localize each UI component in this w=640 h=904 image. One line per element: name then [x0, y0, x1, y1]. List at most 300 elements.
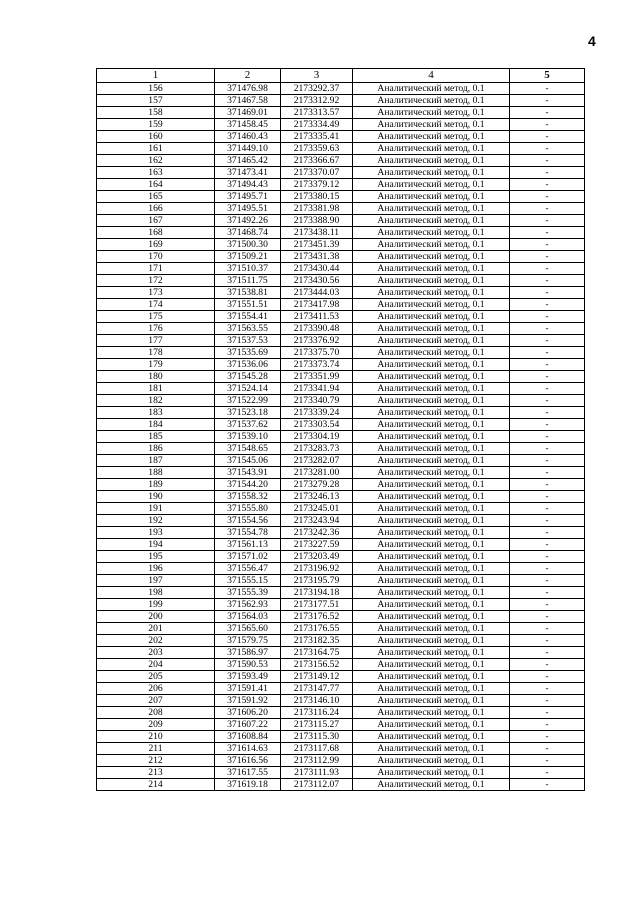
method-cell: Аналитический метод, 0.1 — [353, 755, 510, 767]
y-coordinate-cell: 2173444.03 — [281, 287, 353, 299]
y-coordinate-cell: 2173334.49 — [281, 119, 353, 131]
y-coordinate-cell: 2173112.99 — [281, 755, 353, 767]
note-cell: - — [510, 419, 585, 431]
table-row — [97, 347, 585, 359]
note-cell: - — [510, 479, 585, 491]
x-coordinate-cell: 371458.45 — [215, 119, 281, 131]
x-coordinate-cell: 371465.42 — [215, 155, 281, 167]
method-cell: Аналитический метод, 0.1 — [353, 95, 510, 107]
note-cell: - — [510, 95, 585, 107]
x-coordinate-cell: 371614.63 — [215, 743, 281, 755]
method-cell: Аналитический метод, 0.1 — [353, 299, 510, 311]
note-cell: - — [510, 647, 585, 659]
table-row — [97, 179, 585, 191]
table-row — [97, 659, 585, 671]
method-cell: Аналитический метод, 0.1 — [353, 239, 510, 251]
x-coordinate-cell: 371538.81 — [215, 287, 281, 299]
x-coordinate-cell: 371468.74 — [215, 227, 281, 239]
x-coordinate-cell: 371523.18 — [215, 407, 281, 419]
x-coordinate-cell: 371460.43 — [215, 131, 281, 143]
method-cell: Аналитический метод, 0.1 — [353, 479, 510, 491]
method-cell: Аналитический метод, 0.1 — [353, 683, 510, 695]
x-coordinate-cell: 371562.93 — [215, 599, 281, 611]
note-cell: - — [510, 407, 585, 419]
x-coordinate-cell: 371510.37 — [215, 263, 281, 275]
note-cell: - — [510, 323, 585, 335]
x-coordinate-cell: 371606.20 — [215, 707, 281, 719]
x-coordinate-cell: 371543.91 — [215, 467, 281, 479]
point-number-cell: 201 — [97, 623, 215, 635]
x-coordinate-cell: 371544.20 — [215, 479, 281, 491]
table-row — [97, 311, 585, 323]
y-coordinate-cell: 2173312.92 — [281, 95, 353, 107]
table-row — [97, 683, 585, 695]
x-coordinate-cell: 371591.92 — [215, 695, 281, 707]
note-cell: - — [510, 563, 585, 575]
point-number-cell: 161 — [97, 143, 215, 155]
point-number-cell: 194 — [97, 539, 215, 551]
x-coordinate-cell: 371555.39 — [215, 587, 281, 599]
table-row — [97, 779, 585, 791]
x-coordinate-cell: 371492.26 — [215, 215, 281, 227]
note-cell: - — [510, 755, 585, 767]
point-number-cell: 163 — [97, 167, 215, 179]
method-cell: Аналитический метод, 0.1 — [353, 215, 510, 227]
point-number-cell: 170 — [97, 251, 215, 263]
point-number-cell: 206 — [97, 683, 215, 695]
x-coordinate-cell: 371545.06 — [215, 455, 281, 467]
note-cell: - — [510, 275, 585, 287]
note-cell: - — [510, 455, 585, 467]
method-cell: Аналитический метод, 0.1 — [353, 743, 510, 755]
table-row — [97, 83, 585, 95]
method-cell: Аналитический метод, 0.1 — [353, 311, 510, 323]
table-row — [97, 443, 585, 455]
table-row — [97, 215, 585, 227]
x-coordinate-cell: 371590.53 — [215, 659, 281, 671]
table-row — [97, 299, 585, 311]
x-coordinate-cell: 371555.15 — [215, 575, 281, 587]
point-number-cell: 213 — [97, 767, 215, 779]
note-cell: - — [510, 119, 585, 131]
coordinates-table — [96, 68, 585, 791]
method-cell: Аналитический метод, 0.1 — [353, 347, 510, 359]
y-coordinate-cell: 2173146.10 — [281, 695, 353, 707]
point-number-cell: 193 — [97, 527, 215, 539]
x-coordinate-cell: 371619.18 — [215, 779, 281, 791]
method-cell: Аналитический метод, 0.1 — [353, 707, 510, 719]
table-row — [97, 131, 585, 143]
y-coordinate-cell: 2173304.19 — [281, 431, 353, 443]
y-coordinate-cell: 2173112.07 — [281, 779, 353, 791]
table-row — [97, 323, 585, 335]
y-coordinate-cell: 2173115.27 — [281, 719, 353, 731]
point-number-cell: 178 — [97, 347, 215, 359]
y-coordinate-cell: 2173243.94 — [281, 515, 353, 527]
y-coordinate-cell: 2173335.41 — [281, 131, 353, 143]
table-row — [97, 515, 585, 527]
table-row — [97, 623, 585, 635]
table-row — [97, 419, 585, 431]
note-cell: - — [510, 215, 585, 227]
note-cell: - — [510, 143, 585, 155]
note-cell: - — [510, 167, 585, 179]
x-coordinate-cell: 371494.43 — [215, 179, 281, 191]
point-number-cell: 189 — [97, 479, 215, 491]
x-coordinate-cell: 371565.60 — [215, 623, 281, 635]
point-number-cell: 196 — [97, 563, 215, 575]
note-cell: - — [510, 311, 585, 323]
point-number-cell: 195 — [97, 551, 215, 563]
point-number-cell: 205 — [97, 671, 215, 683]
note-cell: - — [510, 431, 585, 443]
note-cell: - — [510, 467, 585, 479]
note-cell: - — [510, 683, 585, 695]
table-row — [97, 527, 585, 539]
x-coordinate-cell: 371558.32 — [215, 491, 281, 503]
point-number-cell: 172 — [97, 275, 215, 287]
method-cell: Аналитический метод, 0.1 — [353, 395, 510, 407]
method-cell: Аналитический метод, 0.1 — [353, 83, 510, 95]
table-row — [97, 431, 585, 443]
method-cell: Аналитический метод, 0.1 — [353, 455, 510, 467]
y-coordinate-cell: 2173359.63 — [281, 143, 353, 155]
note-cell: - — [510, 527, 585, 539]
method-cell: Аналитический метод, 0.1 — [353, 179, 510, 191]
note-cell: - — [510, 731, 585, 743]
method-cell: Аналитический метод, 0.1 — [353, 143, 510, 155]
x-coordinate-cell: 371495.51 — [215, 203, 281, 215]
x-coordinate-cell: 371537.62 — [215, 419, 281, 431]
x-coordinate-cell: 371554.56 — [215, 515, 281, 527]
table-row — [97, 239, 585, 251]
point-number-cell: 174 — [97, 299, 215, 311]
method-cell: Аналитический метод, 0.1 — [353, 659, 510, 671]
y-coordinate-cell: 2173245.01 — [281, 503, 353, 515]
y-coordinate-cell: 2173370.07 — [281, 167, 353, 179]
y-coordinate-cell: 2173390.48 — [281, 323, 353, 335]
table-row — [97, 599, 585, 611]
point-number-cell: 177 — [97, 335, 215, 347]
column-header-3: 3 — [281, 69, 353, 83]
y-coordinate-cell: 2173147.77 — [281, 683, 353, 695]
table-row — [97, 491, 585, 503]
method-cell: Аналитический метод, 0.1 — [353, 227, 510, 239]
note-cell: - — [510, 767, 585, 779]
method-cell: Аналитический метод, 0.1 — [353, 503, 510, 515]
method-cell: Аналитический метод, 0.1 — [353, 635, 510, 647]
note-cell: - — [510, 503, 585, 515]
method-cell: Аналитический метод, 0.1 — [353, 167, 510, 179]
y-coordinate-cell: 2173341.94 — [281, 383, 353, 395]
table-row — [97, 167, 585, 179]
note-cell: - — [510, 107, 585, 119]
x-coordinate-cell: 371563.55 — [215, 323, 281, 335]
table-row — [97, 467, 585, 479]
table-row — [97, 275, 585, 287]
note-cell: - — [510, 299, 585, 311]
point-number-cell: 175 — [97, 311, 215, 323]
note-cell: - — [510, 587, 585, 599]
note-cell: - — [510, 131, 585, 143]
table-row — [97, 707, 585, 719]
x-coordinate-cell: 371524.14 — [215, 383, 281, 395]
note-cell: - — [510, 155, 585, 167]
y-coordinate-cell: 2173281.00 — [281, 467, 353, 479]
method-cell: Аналитический метод, 0.1 — [353, 527, 510, 539]
table-row — [97, 551, 585, 563]
table-row — [97, 335, 585, 347]
note-cell: - — [510, 623, 585, 635]
point-number-cell: 192 — [97, 515, 215, 527]
note-cell: - — [510, 371, 585, 383]
table-row — [97, 407, 585, 419]
note-cell: - — [510, 779, 585, 791]
x-coordinate-cell: 371522.99 — [215, 395, 281, 407]
point-number-cell: 158 — [97, 107, 215, 119]
note-cell: - — [510, 659, 585, 671]
note-cell: - — [510, 83, 585, 95]
table-row — [97, 263, 585, 275]
y-coordinate-cell: 2173430.56 — [281, 275, 353, 287]
y-coordinate-cell: 2173351.99 — [281, 371, 353, 383]
column-header-1: 1 — [97, 69, 215, 83]
note-cell: - — [510, 707, 585, 719]
point-number-cell: 156 — [97, 83, 215, 95]
table-row — [97, 383, 585, 395]
point-number-cell: 157 — [97, 95, 215, 107]
table-row — [97, 455, 585, 467]
y-coordinate-cell: 2173376.92 — [281, 335, 353, 347]
note-cell: - — [510, 335, 585, 347]
y-coordinate-cell: 2173417.98 — [281, 299, 353, 311]
x-coordinate-cell: 371449.10 — [215, 143, 281, 155]
y-coordinate-cell: 2173375.70 — [281, 347, 353, 359]
table-row — [97, 743, 585, 755]
note-cell: - — [510, 251, 585, 263]
point-number-cell: 180 — [97, 371, 215, 383]
note-cell: - — [510, 719, 585, 731]
x-coordinate-cell: 371535.69 — [215, 347, 281, 359]
x-coordinate-cell: 371561.13 — [215, 539, 281, 551]
x-coordinate-cell: 371607.22 — [215, 719, 281, 731]
x-coordinate-cell: 371617.55 — [215, 767, 281, 779]
x-coordinate-cell: 371469.01 — [215, 107, 281, 119]
note-cell: - — [510, 347, 585, 359]
method-cell: Аналитический метод, 0.1 — [353, 431, 510, 443]
y-coordinate-cell: 2173156.52 — [281, 659, 353, 671]
y-coordinate-cell: 2173194.18 — [281, 587, 353, 599]
point-number-cell: 183 — [97, 407, 215, 419]
note-cell: - — [510, 191, 585, 203]
y-coordinate-cell: 2173115.30 — [281, 731, 353, 743]
y-coordinate-cell: 2173164.75 — [281, 647, 353, 659]
y-coordinate-cell: 2173438.11 — [281, 227, 353, 239]
point-number-cell: 204 — [97, 659, 215, 671]
point-number-cell: 168 — [97, 227, 215, 239]
y-coordinate-cell: 2173203.49 — [281, 551, 353, 563]
point-number-cell: 167 — [97, 215, 215, 227]
note-cell: - — [510, 539, 585, 551]
method-cell: Аналитический метод, 0.1 — [353, 131, 510, 143]
x-coordinate-cell: 371616.56 — [215, 755, 281, 767]
x-coordinate-cell: 371511.75 — [215, 275, 281, 287]
y-coordinate-cell: 2173116.24 — [281, 707, 353, 719]
point-number-cell: 179 — [97, 359, 215, 371]
y-coordinate-cell: 2173195.79 — [281, 575, 353, 587]
point-number-cell: 169 — [97, 239, 215, 251]
table-row — [97, 575, 585, 587]
method-cell: Аналитический метод, 0.1 — [353, 551, 510, 563]
x-coordinate-cell: 371593.49 — [215, 671, 281, 683]
point-number-cell: 186 — [97, 443, 215, 455]
point-number-cell: 209 — [97, 719, 215, 731]
point-number-cell: 188 — [97, 467, 215, 479]
method-cell: Аналитический метод, 0.1 — [353, 107, 510, 119]
point-number-cell: 160 — [97, 131, 215, 143]
y-coordinate-cell: 2173176.52 — [281, 611, 353, 623]
point-number-cell: 207 — [97, 695, 215, 707]
method-cell: Аналитический метод, 0.1 — [353, 587, 510, 599]
method-cell: Аналитический метод, 0.1 — [353, 599, 510, 611]
point-number-cell: 191 — [97, 503, 215, 515]
x-coordinate-cell: 371536.06 — [215, 359, 281, 371]
note-cell: - — [510, 395, 585, 407]
method-cell: Аналитический метод, 0.1 — [353, 731, 510, 743]
table-row — [97, 251, 585, 263]
column-header-2: 2 — [215, 69, 281, 83]
x-coordinate-cell: 371537.53 — [215, 335, 281, 347]
note-cell: - — [510, 551, 585, 563]
method-cell: Аналитический метод, 0.1 — [353, 335, 510, 347]
x-coordinate-cell: 371509.21 — [215, 251, 281, 263]
x-coordinate-cell: 371551.51 — [215, 299, 281, 311]
table-row — [97, 767, 585, 779]
x-coordinate-cell: 371608.84 — [215, 731, 281, 743]
method-cell: Аналитический метод, 0.1 — [353, 719, 510, 731]
note-cell: - — [510, 383, 585, 395]
table-row — [97, 563, 585, 575]
y-coordinate-cell: 2173411.53 — [281, 311, 353, 323]
table-row — [97, 155, 585, 167]
point-number-cell: 182 — [97, 395, 215, 407]
point-number-cell: 162 — [97, 155, 215, 167]
method-cell: Аналитический метод, 0.1 — [353, 443, 510, 455]
method-cell: Аналитический метод, 0.1 — [353, 203, 510, 215]
x-coordinate-cell: 371473.41 — [215, 167, 281, 179]
table-row — [97, 287, 585, 299]
note-cell: - — [510, 359, 585, 371]
method-cell: Аналитический метод, 0.1 — [353, 671, 510, 683]
table-row — [97, 647, 585, 659]
table-row — [97, 503, 585, 515]
note-cell: - — [510, 227, 585, 239]
x-coordinate-cell: 371495.71 — [215, 191, 281, 203]
point-number-cell: 208 — [97, 707, 215, 719]
method-cell: Аналитический метод, 0.1 — [353, 515, 510, 527]
method-cell: Аналитический метод, 0.1 — [353, 371, 510, 383]
table-row — [97, 107, 585, 119]
point-number-cell: 159 — [97, 119, 215, 131]
method-cell: Аналитический метод, 0.1 — [353, 119, 510, 131]
point-number-cell: 165 — [97, 191, 215, 203]
y-coordinate-cell: 2173196.92 — [281, 563, 353, 575]
point-number-cell: 176 — [97, 323, 215, 335]
point-number-cell: 171 — [97, 263, 215, 275]
y-coordinate-cell: 2173117.68 — [281, 743, 353, 755]
table-row — [97, 227, 585, 239]
table-row — [97, 695, 585, 707]
y-coordinate-cell: 2173381.98 — [281, 203, 353, 215]
point-number-cell: 211 — [97, 743, 215, 755]
table-row — [97, 539, 585, 551]
x-coordinate-cell: 371539.10 — [215, 431, 281, 443]
method-cell: Аналитический метод, 0.1 — [353, 323, 510, 335]
y-coordinate-cell: 2173292.37 — [281, 83, 353, 95]
method-cell: Аналитический метод, 0.1 — [353, 623, 510, 635]
y-coordinate-cell: 2173242.36 — [281, 527, 353, 539]
method-cell: Аналитический метод, 0.1 — [353, 383, 510, 395]
method-cell: Аналитический метод, 0.1 — [353, 575, 510, 587]
y-coordinate-cell: 2173430.44 — [281, 263, 353, 275]
table-row — [97, 359, 585, 371]
x-coordinate-cell: 371476.98 — [215, 83, 281, 95]
y-coordinate-cell: 2173340.79 — [281, 395, 353, 407]
method-cell: Аналитический метод, 0.1 — [353, 611, 510, 623]
table-row — [97, 395, 585, 407]
note-cell: - — [510, 743, 585, 755]
table-row — [97, 371, 585, 383]
page-number: 4 — [588, 33, 596, 49]
point-number-cell: 190 — [97, 491, 215, 503]
x-coordinate-cell: 371556.47 — [215, 563, 281, 575]
method-cell: Аналитический метод, 0.1 — [353, 419, 510, 431]
point-number-cell: 187 — [97, 455, 215, 467]
note-cell: - — [510, 179, 585, 191]
table-row — [97, 755, 585, 767]
method-cell: Аналитический метод, 0.1 — [353, 539, 510, 551]
y-coordinate-cell: 2173177.51 — [281, 599, 353, 611]
x-coordinate-cell: 371591.41 — [215, 683, 281, 695]
y-coordinate-cell: 2173388.90 — [281, 215, 353, 227]
table-row — [97, 95, 585, 107]
note-cell: - — [510, 515, 585, 527]
table-row — [97, 635, 585, 647]
table-body — [97, 83, 585, 791]
y-coordinate-cell: 2173313.57 — [281, 107, 353, 119]
point-number-cell: 214 — [97, 779, 215, 791]
y-coordinate-cell: 2173176.55 — [281, 623, 353, 635]
method-cell: Аналитический метод, 0.1 — [353, 287, 510, 299]
point-number-cell: 185 — [97, 431, 215, 443]
x-coordinate-cell: 371500.30 — [215, 239, 281, 251]
point-number-cell: 181 — [97, 383, 215, 395]
y-coordinate-cell: 2173283.73 — [281, 443, 353, 455]
table-row — [97, 671, 585, 683]
method-cell: Аналитический метод, 0.1 — [353, 275, 510, 287]
table-row — [97, 479, 585, 491]
point-number-cell: 166 — [97, 203, 215, 215]
method-cell: Аналитический метод, 0.1 — [353, 407, 510, 419]
y-coordinate-cell: 2173379.12 — [281, 179, 353, 191]
x-coordinate-cell: 371554.41 — [215, 311, 281, 323]
note-cell: - — [510, 263, 585, 275]
method-cell: Аналитический метод, 0.1 — [353, 695, 510, 707]
method-cell: Аналитический метод, 0.1 — [353, 359, 510, 371]
column-header-4: 4 — [353, 69, 510, 83]
x-coordinate-cell: 371586.97 — [215, 647, 281, 659]
note-cell: - — [510, 287, 585, 299]
